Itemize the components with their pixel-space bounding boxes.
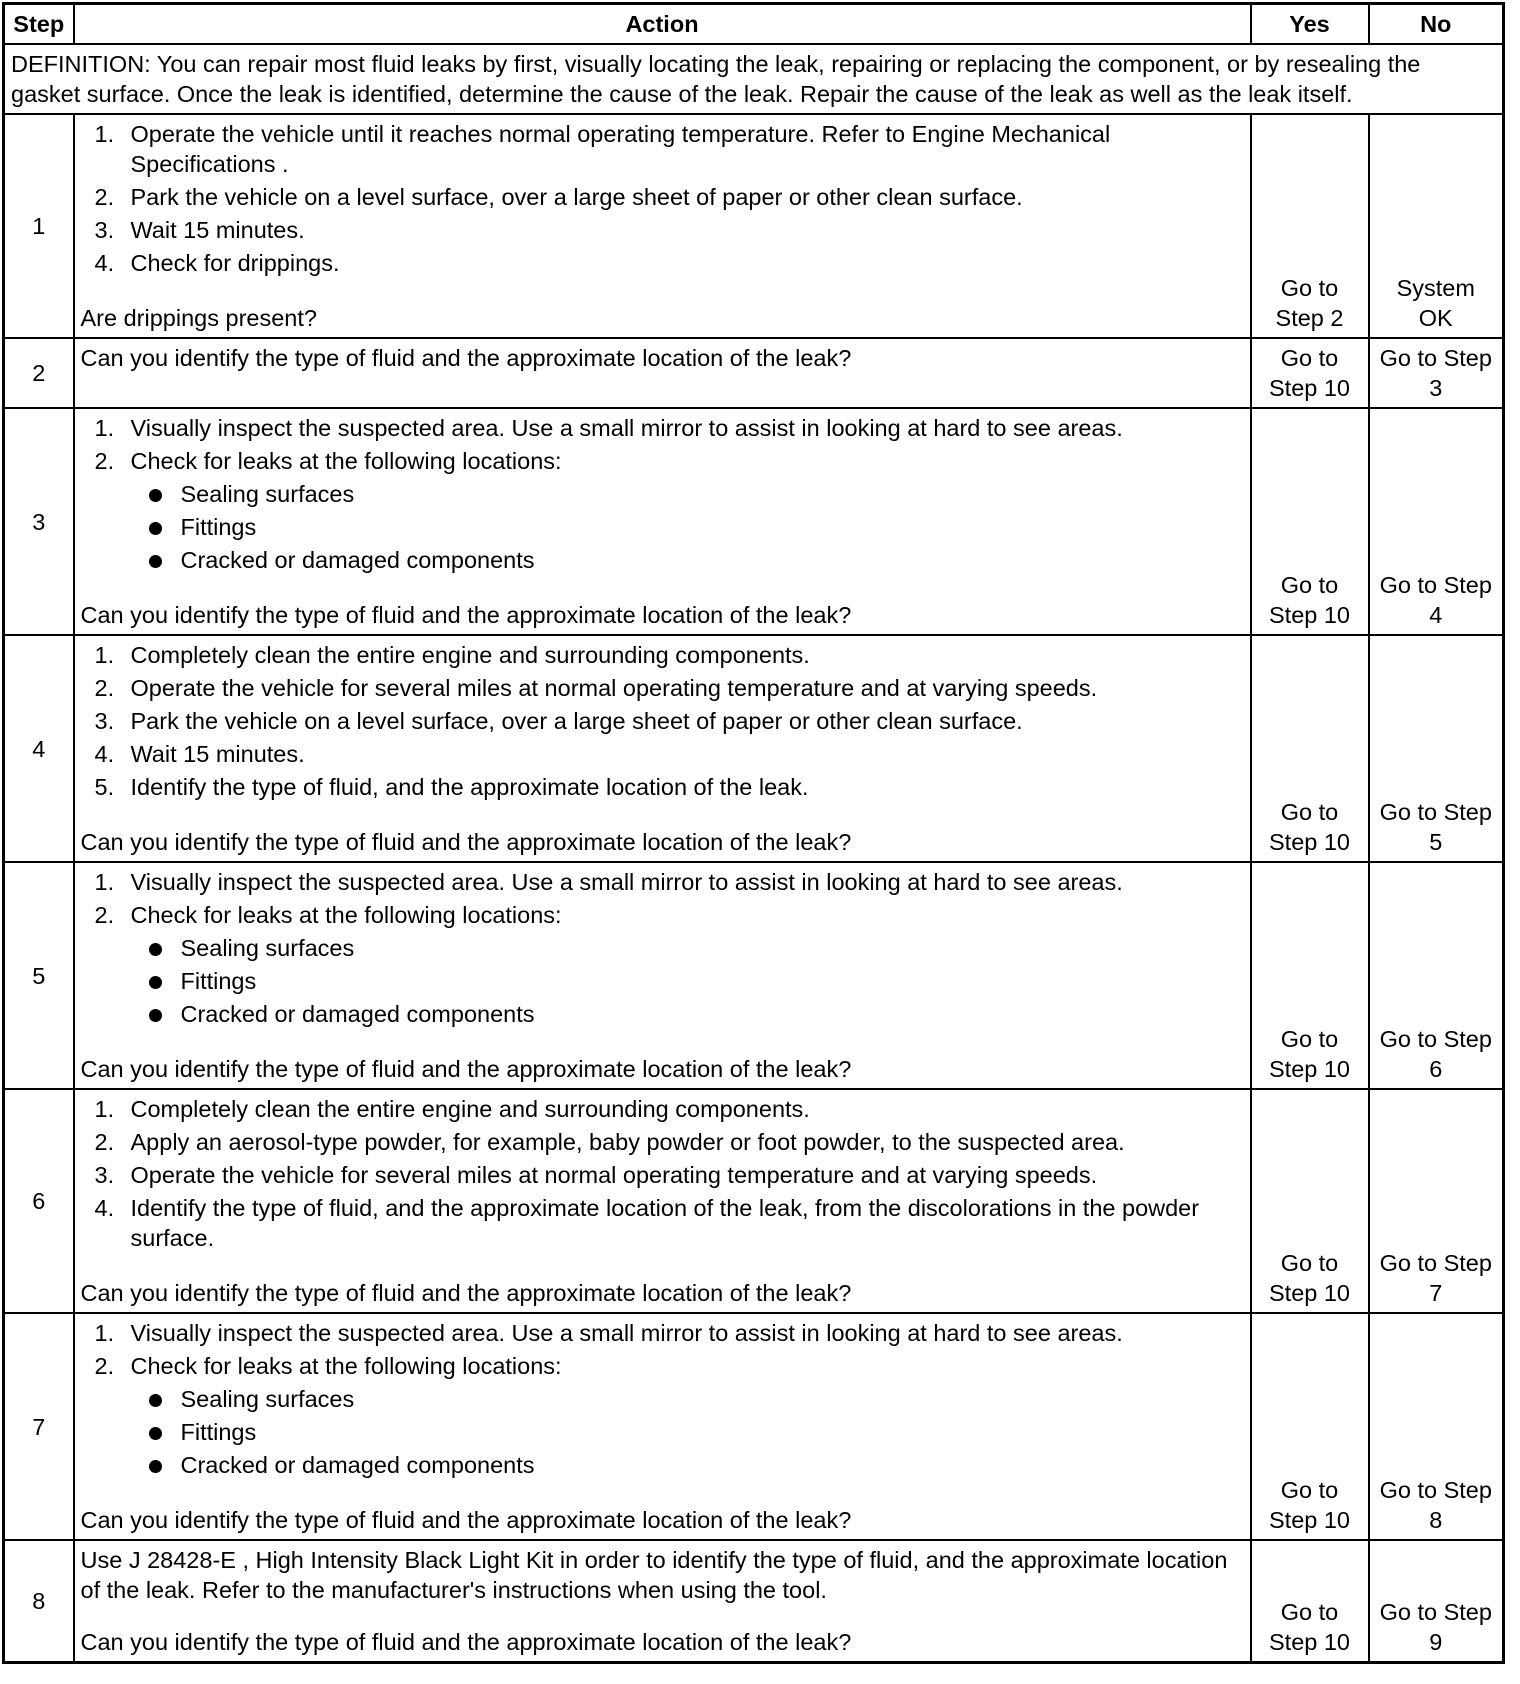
list-item-number: 3. <box>94 708 115 734</box>
action-cell <box>74 114 1251 338</box>
list-item-number: 1. <box>94 1320 115 1346</box>
bullet-text: Fittings <box>180 1419 257 1445</box>
bullet-icon <box>149 489 162 502</box>
list-item-number: 4. <box>94 250 115 276</box>
list-item-text: Park the vehicle on a level surface, over a large sheet of paper or other clean surface. <box>130 708 1023 734</box>
yes-result <box>1251 114 1369 338</box>
yes-result <box>1251 1313 1369 1540</box>
list-item-number: 2. <box>94 675 115 701</box>
header-no: No <box>1369 4 1504 45</box>
action-steps-list <box>81 413 1244 578</box>
bullet-item <box>131 966 1244 996</box>
no-result-line: System <box>1396 275 1475 301</box>
list-item-number: 2. <box>94 184 115 210</box>
action-steps-list <box>81 640 1244 805</box>
step-number: 4 <box>4 635 74 862</box>
list-item-text: Wait 15 minutes. <box>130 741 305 767</box>
bullet-text: Sealing surfaces <box>180 1386 355 1412</box>
location-bullet-list <box>131 479 1244 575</box>
list-item-number: 3. <box>94 217 115 243</box>
bullet-icon <box>149 1009 162 1022</box>
list-item <box>81 182 1244 212</box>
no-result-line: OK <box>1418 305 1453 331</box>
list-item <box>81 772 1244 802</box>
action-steps-list <box>81 1318 1244 1483</box>
list-item <box>81 739 1244 769</box>
yes-result-line: Step 10 <box>1268 829 1350 855</box>
list-item <box>81 1318 1244 1348</box>
location-bullet-list <box>131 933 1244 1029</box>
yes-result-line: Go to <box>1280 345 1339 371</box>
list-item-number: 1. <box>94 869 115 895</box>
step-row <box>4 408 1504 635</box>
no-result-line: Go to Step <box>1379 572 1492 598</box>
list-item-text: Identify the type of fluid, and the approximate location of the leak. <box>130 774 809 800</box>
step-row <box>4 114 1504 338</box>
yes-result-line: Step 10 <box>1268 1507 1350 1533</box>
no-result <box>1369 862 1504 1089</box>
bullet-icon <box>149 976 162 989</box>
list-item-number: 1. <box>94 1096 115 1122</box>
bullet-text: Cracked or damaged components <box>180 1452 535 1478</box>
bullet-item <box>131 545 1244 575</box>
yes-result-line: Go to <box>1280 1477 1339 1503</box>
no-result-line: 9 <box>1429 1629 1443 1655</box>
list-item <box>81 1160 1244 1190</box>
no-result <box>1369 114 1504 338</box>
list-item-text: Visually inspect the suspected area. Use a small mirror to assist in looking at hard to see areas. <box>130 869 1123 895</box>
yes-result-line: Go to <box>1280 275 1339 301</box>
bullet-icon <box>149 1427 162 1440</box>
list-item-text: Completely clean the entire engine and surrounding components. <box>130 1096 810 1122</box>
bullet-text: Fittings <box>180 514 257 540</box>
yes-result-line: Go to <box>1280 1026 1339 1052</box>
bullet-text: Fittings <box>180 968 257 994</box>
action-question: Can you identify the type of fluid and the approximate location of the leak? <box>80 1056 852 1082</box>
list-item-text: Check for leaks at the following locations: <box>130 902 562 928</box>
action-question: Can you identify the type of fluid and the approximate location of the leak? <box>80 1507 852 1533</box>
no-result <box>1369 635 1504 862</box>
list-item <box>81 1127 1244 1157</box>
list-item <box>81 446 1244 575</box>
action-cell <box>74 338 1251 408</box>
bullet-item <box>131 479 1244 509</box>
bullet-item <box>131 1417 1244 1447</box>
action-question: Can you identify the type of fluid and the approximate location of the leak? <box>80 345 852 371</box>
yes-result <box>1251 338 1369 408</box>
action-cell <box>74 1540 1251 1663</box>
location-bullet-list <box>131 1384 1244 1480</box>
list-item <box>81 640 1244 670</box>
action-steps-list <box>81 1094 1244 1256</box>
yes-result-line: Step 10 <box>1268 375 1350 401</box>
bullet-text: Cracked or damaged components <box>180 547 535 573</box>
step-number: 6 <box>4 1089 74 1313</box>
action-steps-list <box>81 119 1244 281</box>
yes-result <box>1251 635 1369 862</box>
bullet-item <box>131 999 1244 1029</box>
header-yes: Yes <box>1251 4 1369 45</box>
list-item-number: 1. <box>94 415 115 441</box>
list-item-text: Operate the vehicle for several miles at normal operating temperature and at varying speeds. <box>130 675 1098 701</box>
list-item-number: 2. <box>94 448 115 474</box>
diagnostic-table <box>2 2 1505 1664</box>
action-paragraph: Use J 28428-E , High Intensity Black Light Kit in order to identify the type of fluid, and the approximate location of the leak. Refer to the manufacturer's instructions when using the tool. <box>80 1547 1228 1603</box>
bullet-item <box>131 1384 1244 1414</box>
bullet-text: Sealing surfaces <box>180 481 355 507</box>
yes-result-line: Go to <box>1280 799 1339 825</box>
list-item-text: Visually inspect the suspected area. Use a small mirror to assist in looking at hard to see areas. <box>130 1320 1123 1346</box>
list-item <box>81 413 1244 443</box>
yes-result-line: Step 10 <box>1268 1280 1350 1306</box>
yes-result-line: Go to <box>1280 1250 1339 1276</box>
step-number: 3 <box>4 408 74 635</box>
no-result-line: 4 <box>1429 602 1443 628</box>
bullet-icon <box>149 943 162 956</box>
list-item-text: Apply an aerosol-type powder, for example, baby powder or foot powder, to the suspected area. <box>130 1129 1125 1155</box>
action-cell <box>74 408 1251 635</box>
list-item-text: Visually inspect the suspected area. Use a small mirror to assist in looking at hard to see areas. <box>130 415 1123 441</box>
step-number: 8 <box>4 1540 74 1663</box>
bullet-icon <box>149 522 162 535</box>
no-result-line: Go to Step <box>1379 1026 1492 1052</box>
list-item-text: Check for drippings. <box>130 250 340 276</box>
yes-result <box>1251 1540 1369 1663</box>
step-number: 2 <box>4 338 74 408</box>
header-action: Action <box>74 4 1251 45</box>
action-question: Can you identify the type of fluid and the approximate location of the leak? <box>80 602 852 628</box>
step-number: 5 <box>4 862 74 1089</box>
bullet-icon <box>149 1460 162 1473</box>
yes-result-line: Step 2 <box>1275 305 1344 331</box>
action-question: Can you identify the type of fluid and the approximate location of the leak? <box>80 1629 852 1655</box>
list-item <box>81 215 1244 245</box>
header-step: Step <box>4 4 74 45</box>
no-result <box>1369 1089 1504 1313</box>
definition-text: DEFINITION: You can repair most fluid leaks by first, visually locating the leak, repairing or replacing the component, or by resealing the gasket surface. Once the leak is identified, determine the cause of the leak. Repair the cause of the leak as well as the leak itself. <box>4 44 1504 114</box>
yes-result-line: Go to <box>1280 1599 1339 1625</box>
yes-result-line: Step 10 <box>1268 1056 1350 1082</box>
no-result <box>1369 1540 1504 1663</box>
list-item <box>81 867 1244 897</box>
diagnostic-table-document <box>2 2 1502 1664</box>
list-item-number: 1. <box>94 121 115 147</box>
step-number: 1 <box>4 114 74 338</box>
no-result-line: Go to Step <box>1379 1250 1492 1276</box>
list-item-text: Park the vehicle on a level surface, over a large sheet of paper or other clean surface. <box>130 184 1023 210</box>
list-item-text: Check for leaks at the following locations: <box>130 448 562 474</box>
yes-result <box>1251 862 1369 1089</box>
list-item-text: Operate the vehicle for several miles at normal operating temperature and at varying speeds. <box>130 1162 1098 1188</box>
header-row <box>4 4 1504 45</box>
list-item-text: Wait 15 minutes. <box>130 217 305 243</box>
action-question: Can you identify the type of fluid and the approximate location of the leak? <box>80 829 852 855</box>
no-result-line: 5 <box>1429 829 1443 855</box>
list-item <box>81 673 1244 703</box>
list-item-text: Identify the type of fluid, and the approximate location of the leak, from the discolorations in the powder surface. <box>130 1195 1200 1251</box>
no-result <box>1369 1313 1504 1540</box>
no-result-line: 3 <box>1429 375 1443 401</box>
definition-row <box>4 44 1504 114</box>
list-item-number: 4. <box>94 741 115 767</box>
step-row <box>4 1540 1504 1663</box>
no-result-line: 8 <box>1429 1507 1443 1533</box>
list-item <box>81 706 1244 736</box>
yes-result-line: Step 10 <box>1268 602 1350 628</box>
action-cell <box>74 862 1251 1089</box>
step-number: 7 <box>4 1313 74 1540</box>
no-result <box>1369 338 1504 408</box>
no-result-line: Go to Step <box>1379 799 1492 825</box>
list-item-number: 5. <box>94 774 115 800</box>
list-item-number: 1. <box>94 642 115 668</box>
bullet-item <box>131 1450 1244 1480</box>
step-row <box>4 862 1504 1089</box>
action-cell <box>74 1089 1251 1313</box>
no-result-line: 6 <box>1429 1056 1443 1082</box>
list-item <box>81 1094 1244 1124</box>
bullet-text: Sealing surfaces <box>180 935 355 961</box>
no-result-line: 7 <box>1429 1280 1443 1306</box>
step-row <box>4 1089 1504 1313</box>
list-item-number: 2. <box>94 1353 115 1379</box>
action-cell <box>74 635 1251 862</box>
yes-result <box>1251 408 1369 635</box>
no-result-line: Go to Step <box>1379 1477 1492 1503</box>
yes-result-line: Step 10 <box>1268 1629 1350 1655</box>
list-item-text: Completely clean the entire engine and surrounding components. <box>130 642 810 668</box>
list-item <box>81 1351 1244 1480</box>
list-item-number: 3. <box>94 1162 115 1188</box>
list-item <box>81 900 1244 1029</box>
step-row <box>4 1313 1504 1540</box>
list-item <box>81 119 1244 179</box>
bullet-icon <box>149 555 162 568</box>
list-item-text: Operate the vehicle until it reaches normal operating temperature. Refer to Engine Mechanical Specifications . <box>130 121 1111 177</box>
action-cell <box>74 1313 1251 1540</box>
action-steps-list <box>81 867 1244 1032</box>
no-result-line: Go to Step <box>1379 345 1492 371</box>
list-item <box>81 248 1244 278</box>
yes-result-line: Go to <box>1280 572 1339 598</box>
no-result <box>1369 408 1504 635</box>
step-row <box>4 635 1504 862</box>
list-item-text: Check for leaks at the following locations: <box>130 1353 562 1379</box>
bullet-item <box>131 933 1244 963</box>
yes-result <box>1251 1089 1369 1313</box>
list-item-number: 4. <box>94 1195 115 1221</box>
action-question: Are drippings present? <box>80 305 317 331</box>
list-item-number: 2. <box>94 902 115 928</box>
list-item-number: 2. <box>94 1129 115 1155</box>
step-row <box>4 338 1504 408</box>
bullet-text: Cracked or damaged components <box>180 1001 535 1027</box>
bullet-icon <box>149 1394 162 1407</box>
no-result-line: Go to Step <box>1379 1599 1492 1625</box>
bullet-item <box>131 512 1244 542</box>
list-item <box>81 1193 1244 1253</box>
action-question: Can you identify the type of fluid and the approximate location of the leak? <box>80 1280 852 1306</box>
